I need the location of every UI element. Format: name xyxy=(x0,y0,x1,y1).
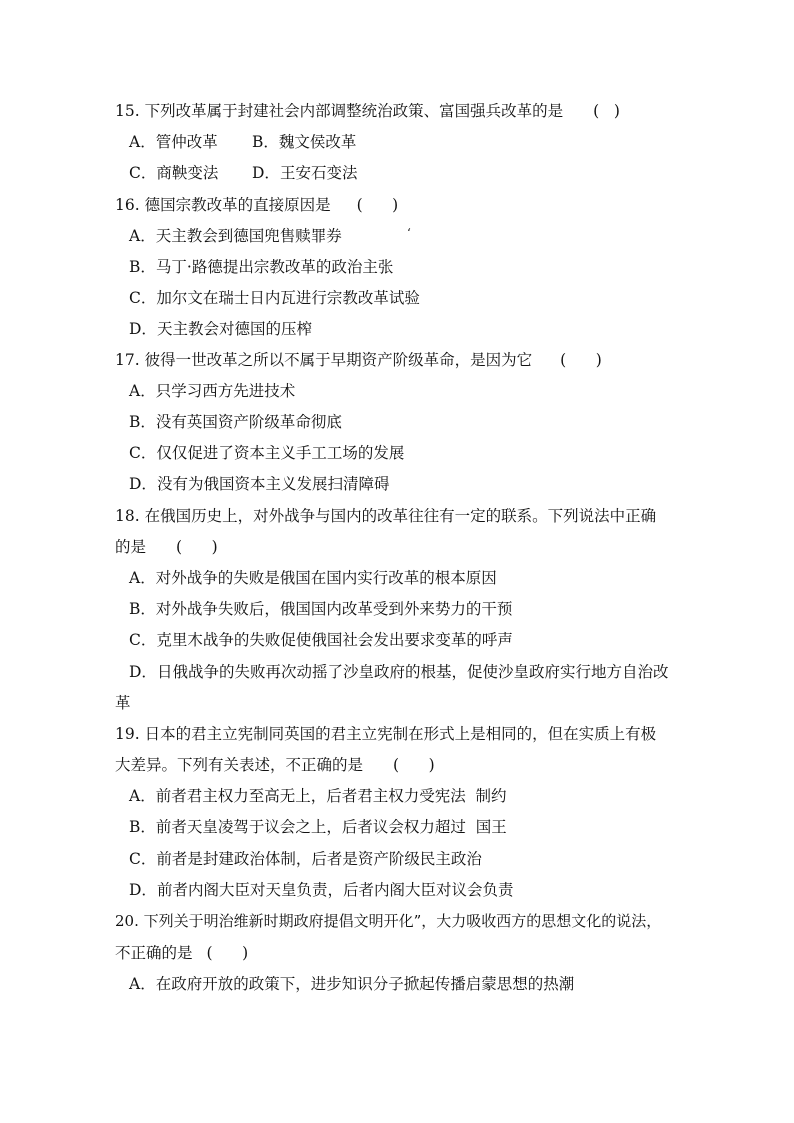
question-19-stem-line-2 xyxy=(115,750,435,781)
question-17-option-a xyxy=(129,376,295,407)
question-18-stem-line-2 xyxy=(115,532,218,563)
option-text: 没有英国资产阶级革命彻底 xyxy=(155,413,342,431)
question-19-option-c xyxy=(129,844,482,875)
question-18-stem-line-1: 18. 在俄国历史上，对外战争与国内的改革往往有一定的联系。下列说法中正确 xyxy=(115,507,657,525)
option-text: 前者是封建政治体制，后者是资产阶级民主政治 xyxy=(156,850,482,868)
option-text: 在政府开放的政策下，进步知识分子掀起传播启蒙思想的热潮 xyxy=(155,975,575,993)
question-16-option-d xyxy=(129,314,312,345)
question-20-option-a xyxy=(129,969,574,1000)
option-label: D． xyxy=(129,881,157,899)
option-label: B． xyxy=(129,413,156,431)
option-label: D． xyxy=(129,663,157,681)
option-label: C． xyxy=(129,631,157,649)
question-17-stem: 17. 彼得一世改革之所以不属于早期资产阶级革命，是因为它 xyxy=(115,351,533,369)
option-text: 没有为俄国资本主义发展扫清障碍 xyxy=(156,475,390,493)
question-19-stem-end: 大差异。下列有关表述，不正确的是 xyxy=(115,756,364,774)
option-label: A． xyxy=(129,975,156,993)
question-16-option-b xyxy=(129,252,393,283)
question-15-answer-paren: ( ) xyxy=(593,102,620,120)
option-label: A． xyxy=(129,382,156,400)
option-label: D． xyxy=(129,320,157,338)
option-text: 克里木战争的失败促使俄国社会发出要求变革的呼声 xyxy=(156,631,513,649)
option-label: B． xyxy=(252,133,279,151)
option-text: 对外战争失败后，俄国国内改革受到外来势力的干预 xyxy=(155,600,513,618)
question-18-option-d xyxy=(129,657,668,688)
question-19-option-a xyxy=(129,781,507,812)
question-18-option-b xyxy=(129,594,512,625)
option-label: C． xyxy=(129,850,157,868)
option-text: 仅仅促进了资本主义手工工场的发展 xyxy=(156,444,405,462)
question-15-option-b xyxy=(252,127,356,158)
option-text: 天主教会对德国的压榨 xyxy=(156,320,312,338)
question-17-option-c xyxy=(129,438,404,469)
option-text: 马丁·路德提出宗教改革的政治主张 xyxy=(155,258,394,276)
question-19-option-b xyxy=(129,812,507,843)
question-17 xyxy=(115,345,690,376)
option-text: 管仲改革 xyxy=(155,133,218,151)
question-18-answer-paren: ( ) xyxy=(176,538,218,556)
question-18-stem-end: 的是 xyxy=(115,538,147,556)
question-16 xyxy=(115,190,690,221)
question-16-option-c xyxy=(129,283,420,314)
option-text: 王安石变法 xyxy=(279,164,358,182)
question-20-answer-paren: ( ) xyxy=(206,944,249,962)
option-label: A． xyxy=(129,569,156,587)
option-label: A． xyxy=(129,227,156,245)
option-text: 只学习西方先进技术 xyxy=(155,382,296,400)
option-label: D． xyxy=(252,164,280,182)
question-15-option-d xyxy=(252,158,357,189)
option-text: 天主教会到德国兜售赎罪券 xyxy=(155,227,342,245)
question-16-option-a xyxy=(129,221,342,252)
option-text: 商鞅变法 xyxy=(156,164,219,182)
question-20-stem-line-1: 20. 下列关于明治维新时期政府提倡文明开化”，大力吸收西方的思想文化的说法， xyxy=(115,912,662,930)
option-label: B． xyxy=(129,258,156,276)
question-20-stem-line-2 xyxy=(115,938,248,969)
option-label: B． xyxy=(129,600,156,618)
option-text: 对外战争的失败是俄国在国内实行改革的根本原因 xyxy=(155,569,497,587)
question-15-option-c xyxy=(129,158,218,189)
option-text: 魏文侯改革 xyxy=(278,133,357,151)
question-19-stem-line-1: 19. 日本的君主立宪制同英国的君主立宪制在形式上是相同的，但在实质上有极 xyxy=(115,725,657,743)
question-17-option-d xyxy=(129,469,389,500)
option-label: B． xyxy=(129,818,156,836)
option-text: 前者内阁大臣对天皇负责，后者内阁大臣对议会负责 xyxy=(156,881,514,899)
question-17-option-b xyxy=(129,407,342,438)
question-18-option-d-wrap: 革 xyxy=(115,694,131,712)
question-17-answer-paren: ( ) xyxy=(560,351,602,369)
option-text: 加尔文在瑞士日内瓦进行宗教改革试验 xyxy=(156,289,420,307)
question-20-stem-end: 不正确的是 xyxy=(115,944,193,962)
question-15-option-a xyxy=(129,127,218,158)
option-label: A． xyxy=(129,787,156,805)
option-label: C． xyxy=(129,444,157,462)
question-16-answer-paren: ( ) xyxy=(356,196,399,214)
question-15 xyxy=(115,96,690,127)
question-19-option-d xyxy=(129,875,513,906)
option-label: D． xyxy=(129,475,157,493)
question-18-option-a xyxy=(129,563,497,594)
option-text: 日俄战争的失败再次动摇了沙皇政府的根基，促使沙皇政府实行地方自治改 xyxy=(156,663,669,681)
option-label: A． xyxy=(129,133,156,151)
question-16-stem: 16. 德国宗教改革的直接原因是 xyxy=(115,196,331,214)
question-15-stem: 15. 下列改革属于封建社会内部调整统治政策、富国强兵改革的是 xyxy=(115,102,564,120)
option-text: 前者君主权力至高无上，后者君主权力受宪法 制约 xyxy=(155,787,507,805)
question-18-option-c xyxy=(129,625,513,656)
option-text: 前者天皇凌驾于议会之上，后者议会权力超过 国王 xyxy=(155,818,507,836)
option-label: C． xyxy=(129,289,157,307)
option-label: C． xyxy=(129,164,157,182)
question-19-answer-paren: ( ) xyxy=(393,756,435,774)
stray-mark: ‘ xyxy=(407,226,411,240)
